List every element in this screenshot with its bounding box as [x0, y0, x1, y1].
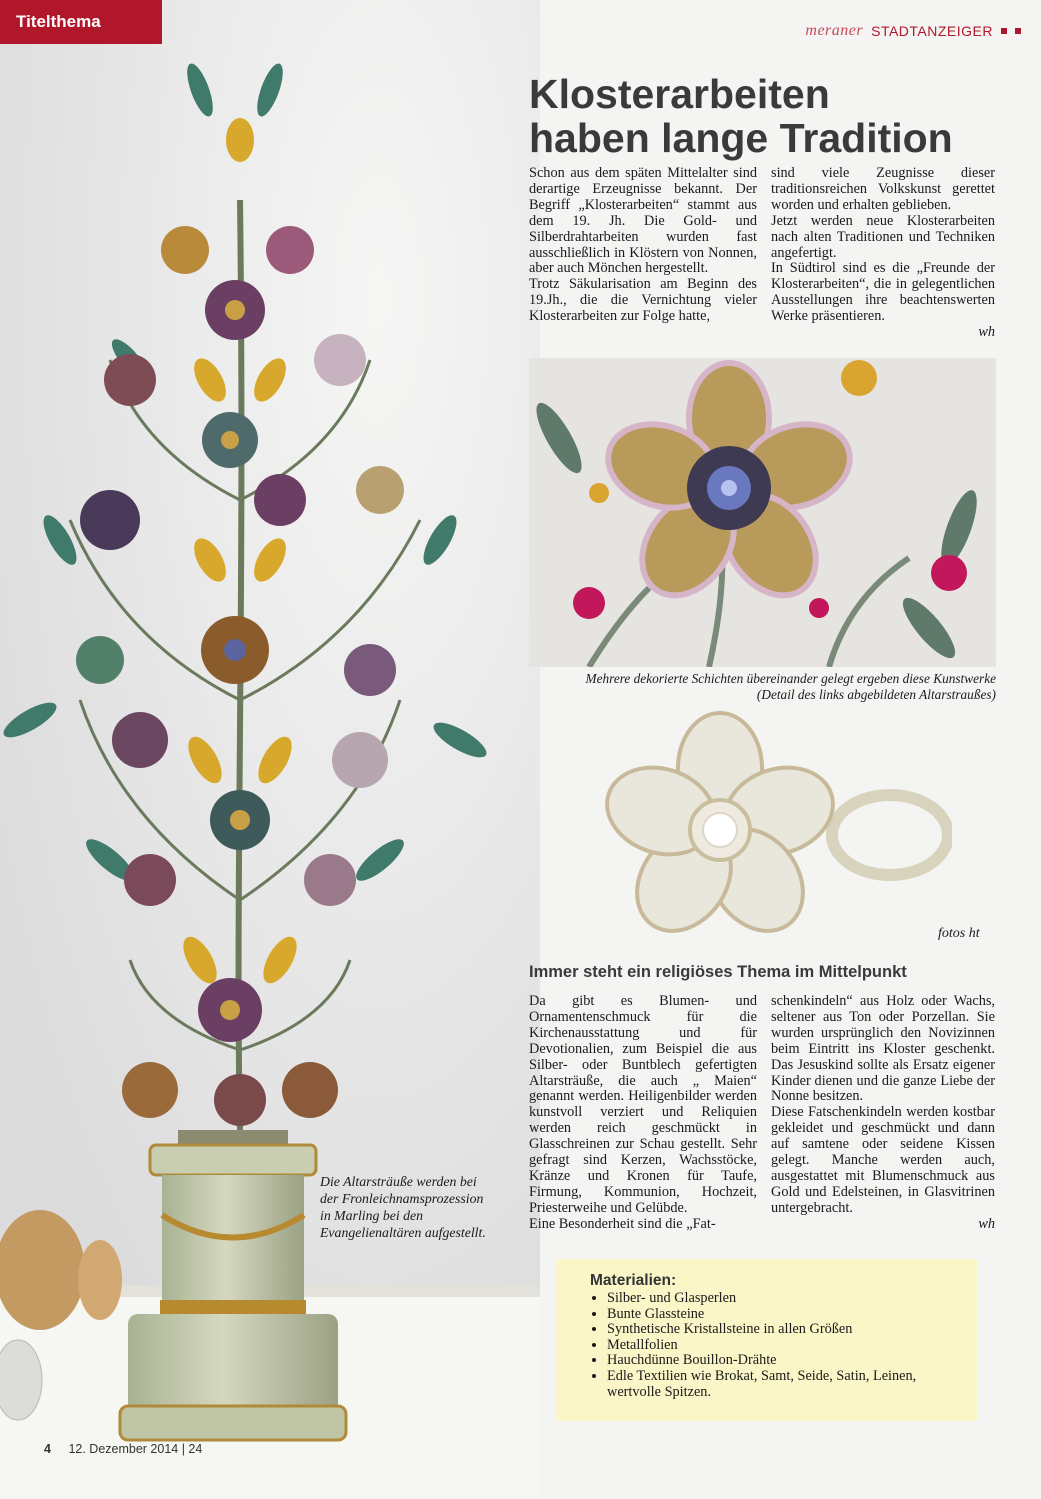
page-number: 4	[44, 1442, 51, 1456]
altar-photo-caption: Die Altarsträuße werden bei der Fronleichnamsprozession in Marling bei den Evangelienaltären aufgestellt.	[320, 1174, 486, 1240]
intro-paragraph: Trotz Säkularisation am Beginn des 19.Jh., die die Vernichtung vieler Klosterarbeiten zur Folge hatte,	[529, 276, 757, 325]
materials-item: • Bunte Glassteine	[607, 1307, 963, 1323]
article-title	[529, 72, 1009, 160]
pearl-flower-illustration	[600, 705, 952, 945]
intro-column-1	[529, 166, 757, 325]
materials-item: • Hauchdünne Bouillon-Drähte	[607, 1353, 963, 1369]
caption-line: (Detail des links abgebildeten Altarstraußes)	[756, 687, 996, 702]
title-line-1: Klosterarbeiten	[529, 71, 830, 117]
materials-item: • Metallfolien	[607, 1338, 963, 1354]
materials-item: • Synthetische Kristallsteine in allen Größen	[607, 1322, 963, 1338]
flower-detail-photo	[529, 358, 996, 667]
body-column-1	[529, 994, 757, 1233]
section-tag: Titelthema	[0, 0, 162, 44]
flower-detail-illustration	[529, 358, 996, 667]
body-paragraph: schenkindeln“ aus Holz oder Wachs, seltener aus Ton oder Porzellan. Sie wurden ursprünglich den Novizinnen beim Eintritt ins Kloster geschenkt. Das Jesuskind sollte als Ersatz eigener Kinder dienen und die ganze Liebe der Nonne besitzen.	[771, 993, 995, 1105]
body-signature: wh	[978, 1215, 995, 1232]
issue-info: 12. Dezember 2014 | 24	[68, 1442, 203, 1456]
masthead	[805, 22, 1021, 40]
body-paragraph: Diese Fatschenkindeln werden kostbar gekleidet und geschmückt und dann auf samtene oder seidene Kissen gelegt. Manche werden auch, ausgestattet mit Blumenschmuck aus Gold und Edelsteinen, in Glasvitrinen untergebracht.	[771, 1104, 995, 1216]
masthead-square-icon	[1015, 28, 1021, 34]
page-footer	[44, 1442, 202, 1456]
intro-paragraph: Schon aus dem späten Mittelalter sind derartige Erzeugnisse bekannt. Der Begriff „Klosterarbeiten“ stammt aus dem 19. Jh. Die Gold- und Silberdrahtarbeiten wurden fast ausschließlich in Klöstern von Nonnen, aber auch Mönchen hergestellt.	[529, 165, 757, 277]
body-column-2	[771, 994, 995, 1233]
intro-signature: wh	[978, 324, 995, 341]
body-paragraph: Eine Besonderheit sind die „Fat-	[529, 1215, 716, 1232]
materials-box	[556, 1259, 977, 1421]
materials-heading: Materialien:	[590, 1272, 677, 1289]
masthead-brand-script: meraner	[805, 22, 864, 39]
materials-item: • Silber- und Glasperlen	[607, 1291, 963, 1307]
caption-line: Mehrere dekorierte Schichten übereinander gelegt ergeben diese Kunstwerke	[585, 671, 996, 686]
title-line-2: haben lange Tradition	[529, 115, 953, 161]
materials-list	[590, 1291, 963, 1400]
section-subheading: Immer steht ein religiöses Thema im Mittelpunkt	[529, 963, 907, 981]
pearl-flower-photo	[600, 705, 952, 945]
intro-paragraph: sind viele Zeugnisse dieser traditionsreichen Volkskunst gerettet worden und erhalten geblieben.	[771, 165, 995, 213]
materials-item: • Edle Textilien wie Brokat, Samt, Seide, Satin, Leinen, wertvolle Spitzen.	[607, 1369, 963, 1400]
intro-paragraph: Jetzt werden neue Klosterarbeiten nach alten Traditionen und Techniken angefertigt.	[771, 212, 995, 261]
detail-photo-caption	[529, 671, 996, 703]
body-paragraph: Da gibt es Blumen- und Ornamentenschmuck für die Kirchenausstattung und für Devotionalien, zum Beispiel die aus Silber- oder Buntblech gefertigten Altarsträuße, die auch „ Maien“ genannt werden. Heiligenbilder werden kunstvoll verziert und Reliquien werden reich geschmückt in Glasschreinen zur Schau gestellt. Sehr gefragt sind Kerzen, Wachsstöcke, Kränze und Kronen für Taufe, Firmung, Kommunion, Hochzeit, Priesterweihe und Gelübde.	[529, 993, 757, 1216]
masthead-square-icon	[1001, 28, 1007, 34]
masthead-brand-caps: STADTANZEIGER	[871, 23, 993, 39]
photo-credit: fotos ht	[938, 926, 980, 941]
intro-column-2	[771, 166, 995, 341]
intro-paragraph: In Südtirol sind es die „Freunde der Klosterarbeiten“, die in gelegentlichen Ausstellungen ihre beachtenswerten Werke präsentieren.	[771, 260, 995, 325]
